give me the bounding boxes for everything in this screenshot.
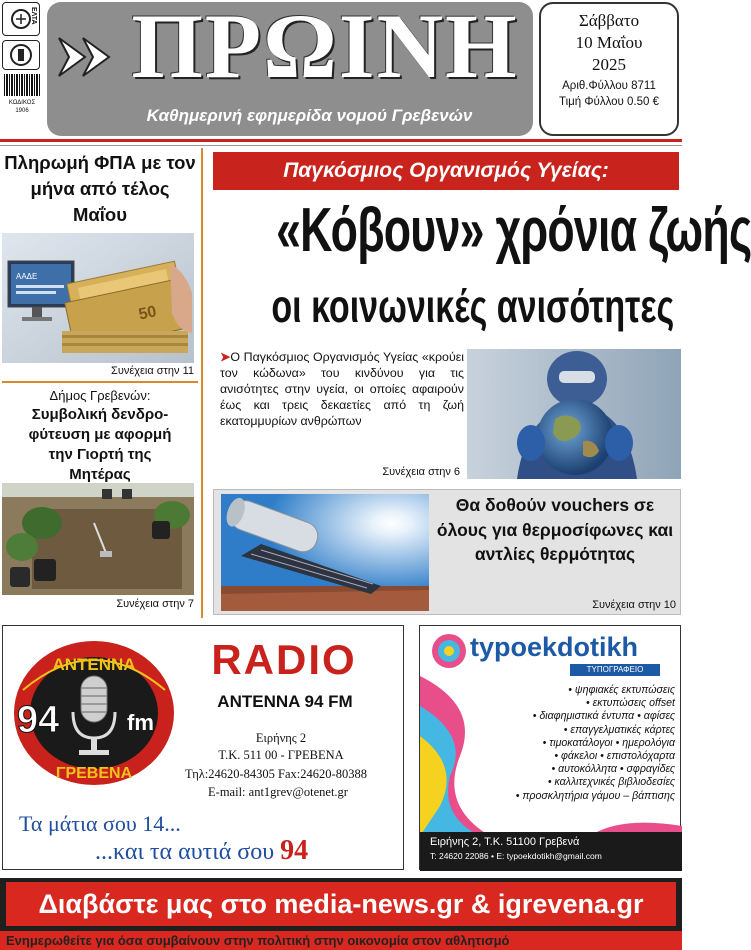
elta-logo-icon: [10, 8, 32, 30]
radio-address-line2: Τ.Κ. 511 00 - ΓΡΕΒΕΝΑ: [218, 748, 344, 762]
main-lead-text: Ο Παγκόσμιος Οργανισμός Υγείας «κρούει τον κώδωνα» του κινδύνου για τις ανισότητες στην υγεία, οι οποίες αφαιρούν έως και τρεις δεκαετίες από τη ζωή εκατομμυρίων ανθρώπων: [220, 350, 464, 428]
second-title[interactable]: Θα δοθούν vouchers σε όλους για θερμοσίφωνες και αντλίες θερμότητας: [436, 495, 674, 564]
main-continue[interactable]: Συνέχεια στην 6: [382, 466, 460, 478]
second-photo: [221, 494, 429, 611]
typo-footer: [420, 832, 682, 871]
masthead: [47, 2, 533, 136]
barcode: [4, 74, 40, 96]
footer-ticker: Ενημερωθείτε για όσα συμβαίνουν στην πολιτική στην οικονομία στον αθλητισμό: [0, 931, 682, 950]
main-headline-line2[interactable]: οι κοινωνικές ανισότητες: [271, 280, 675, 332]
typo-service-item: • τιμοκατάλογοι • ημερολόγια: [542, 736, 675, 749]
lead-arrow-icon: ➤: [220, 350, 231, 364]
logo-number: 94: [17, 699, 60, 741]
postage-circle-icon: [9, 43, 33, 67]
radio-subtitle: ANTENNA 94 FM: [217, 692, 353, 711]
tree-planting-image: [2, 483, 194, 595]
radio-title: RADIO: [211, 636, 357, 683]
typo-address: Ειρήνης 2, Τ.Κ. 51100 Γρεβενά: [430, 836, 580, 848]
code-block: [2, 99, 42, 115]
typo-service-item: • εκτυπώσεις offset: [586, 697, 675, 710]
radio-slogan-2-text: ...και τα αυτιά σου: [95, 839, 275, 865]
radio-slogan-1: Τα μάτια σου 14...: [19, 811, 181, 836]
typo-service-item: • επαγγελματικές κάρτες: [563, 723, 675, 736]
story2-title[interactable]: Συμβολική δενδρο-φύτευση με αφορμή την Γιορτή της Μητέρας: [28, 406, 172, 483]
second-continue[interactable]: Συνέχεια στην 10: [592, 599, 676, 611]
typo-service-item: • αυτοκόλλητα • σφραγίδες: [551, 763, 675, 776]
issue-price: Τιμή Φύλλου 0.50 €: [558, 96, 659, 108]
elta-label: ΕΛΤΑ: [30, 7, 37, 25]
story1-title[interactable]: Πληρωμή ΦΠΑ με τον μήνα από τέλος Μαΐου: [4, 152, 196, 225]
issue-number: Αριθ.Φύλλου 8711: [562, 80, 656, 92]
typo-logo-icon: [430, 632, 468, 670]
radio-slogan-2: [95, 835, 308, 867]
typo-contact[interactable]: Τ: 24620 22086 • Ε: typoekdotikh@gmail.com: [430, 851, 602, 861]
story2-kicker: Δήμος Γρεβενών:: [49, 388, 151, 403]
issue-date: 10 Μαΐου: [575, 33, 643, 52]
logo-bottom-text: ΓΡΕΒΕΝΑ: [55, 765, 133, 782]
postage-strip: [2, 2, 42, 134]
radio-slogan-2-number: 94: [280, 835, 309, 866]
divider: [0, 139, 682, 142]
typo-service-item: • διαφημιστικά έντυπα • αφίσες: [532, 710, 675, 723]
typo-tag: ΤΥΠΟΓΡΑΦΕΙΟ: [570, 664, 660, 676]
date-box: [539, 2, 679, 136]
typo-service-item: • προσκλητήρια γάμου – βάπτισης: [515, 789, 675, 802]
radio-address-line1: Ειρήνης 2: [255, 731, 307, 745]
issue-year: 2025: [592, 55, 626, 74]
radio-ad[interactable]: [2, 625, 404, 870]
story1-photo: [2, 233, 194, 363]
elta-stamp: [2, 2, 40, 36]
main-kicker: Παγκόσμιος Οργανισμός Υγείας:: [213, 152, 679, 190]
newspaper-title: ΠΡΩΙΝΗ: [131, 0, 519, 97]
logo-fm: fm: [127, 710, 154, 735]
newspaper-subtitle: Καθημερινή εφημερίδα νομού Γρεβενών: [146, 106, 473, 125]
main-lead: [220, 349, 464, 429]
typo-service-item: • ψηφιακές εκτυπώσεις: [568, 684, 675, 696]
aade-label: ΑΑΔΕ: [16, 272, 38, 281]
typo-service-item: • καλλιτεχνικές βιβλιοδεσίες: [547, 776, 675, 789]
typo-service-item: • φάκελοι • επιστολόχαρτα: [554, 750, 675, 763]
globe-doctor-image: [467, 349, 681, 479]
code-number: 1906: [15, 108, 29, 114]
story1-continue[interactable]: Συνέχεια στην 11: [111, 365, 194, 377]
radio-phones: Τηλ:24620-84305 Fax:24620-80388: [185, 767, 367, 781]
euro-banknotes-image: [2, 233, 194, 363]
story2-continue[interactable]: Συνέχεια στην 7: [116, 598, 194, 610]
divider: [0, 145, 682, 146]
story2-photo: [2, 483, 194, 595]
postage-mark: [2, 40, 40, 70]
column-divider: [201, 148, 203, 618]
typo-brand: typoekdotikh: [470, 632, 639, 662]
footer-banner[interactable]: Διαβάστε μας στο media-news.gr & igrevena.gr: [6, 882, 676, 926]
code-label: ΚΩΔΙΚΟΣ: [8, 100, 36, 106]
main-photo: [467, 349, 681, 479]
radio-address: [183, 730, 379, 764]
logo-top-text: ΑΝΤΕΝΝΑ: [52, 655, 136, 674]
solar-water-heater-image: [221, 494, 429, 611]
main-headline[interactable]: «Κόβουν» χρόνια ζωής: [276, 196, 751, 265]
typoekdotikh-ad[interactable]: [419, 625, 681, 870]
radio-email[interactable]: E-mail: ant1grev@otenet.gr: [208, 785, 348, 799]
svg-text:50: 50: [137, 303, 159, 324]
weekday: Σάββατο: [578, 11, 640, 30]
typo-services: [480, 684, 675, 803]
divider: [2, 381, 198, 383]
